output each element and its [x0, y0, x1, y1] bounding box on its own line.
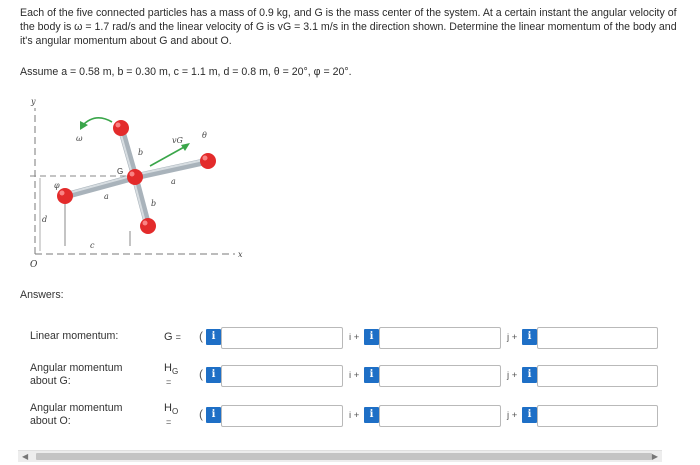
vg-arrow — [150, 146, 186, 166]
info-icon[interactable]: i — [364, 329, 379, 345]
z-component-input[interactable] — [537, 405, 658, 427]
label-a1: a — [104, 192, 109, 201]
label-a2: a — [171, 177, 176, 186]
label-phi: φ — [54, 181, 60, 190]
label-b2: b — [151, 199, 157, 208]
i-suffix: i + — [349, 370, 360, 381]
scroll-thumb[interactable] — [36, 453, 652, 460]
symbol: $H_O$ — [164, 402, 179, 417]
scroll-left-icon[interactable]: ◀ — [22, 452, 29, 461]
mechanism-figure — [0, 86, 300, 276]
label-d: d — [42, 215, 48, 224]
info-icon[interactable]: i — [522, 367, 537, 383]
i-suffix: i + — [349, 332, 360, 343]
answer-row-angular-o — [0, 402, 700, 442]
info-icon[interactable]: i — [206, 329, 221, 345]
x-component-input[interactable] — [221, 365, 343, 387]
answer-row-linear — [0, 324, 700, 364]
problem-statement: Each of the five connected particles has a mass of 0.9 kg, and G is the mass center of the system. At a certain instant the angular velocity of the body is ω = 1.7 rad/s and the linear velocity of G is vG = 3.1 m/s in the direction shown. Determine the linear momentum of the body and it's angular momentum about G and about O. — [20, 7, 677, 48]
scroll-right-icon[interactable]: ▶ — [651, 452, 658, 461]
info-icon[interactable]: i — [206, 367, 221, 383]
particle-left — [57, 188, 73, 204]
x-component-input[interactable] — [221, 327, 343, 349]
info-icon[interactable]: i — [364, 407, 379, 423]
answers-label: Answers: — [20, 289, 64, 301]
i-suffix: i + — [349, 410, 360, 421]
x-component-input[interactable] — [221, 405, 343, 427]
row-label: Linear momentum: — [30, 330, 119, 342]
row-label: Angular momentum about O: — [30, 402, 123, 427]
label-g: G — [117, 167, 124, 176]
open-paren: ( — [199, 367, 203, 381]
label-origin: O — [30, 260, 38, 270]
particle-top — [113, 120, 129, 136]
particle-right — [200, 153, 216, 169]
j-suffix: j + — [507, 332, 518, 343]
assumptions: Assume a = 0.58 m, b = 0.30 m, c = 1.1 m, d = 0.8 m, θ = 20°, φ = 20°. — [20, 66, 352, 78]
info-icon[interactable]: i — [206, 407, 221, 423]
label-b1: b — [138, 148, 144, 157]
j-suffix: j + — [507, 370, 518, 381]
particle-center — [127, 169, 143, 185]
info-icon[interactable]: i — [364, 367, 379, 383]
label-vg: vG — [172, 136, 183, 145]
info-icon[interactable]: i — [522, 407, 537, 423]
open-paren: ( — [199, 329, 203, 343]
label-theta: θ — [202, 131, 207, 140]
label-c: c — [90, 241, 95, 250]
symbol: $H_G$ — [164, 362, 179, 377]
answer-row-angular-g — [0, 362, 700, 402]
j-suffix: j + — [507, 410, 518, 421]
label-y: y — [31, 97, 36, 106]
symbol: G = — [164, 331, 181, 343]
row-label: Angular momentum about G: — [30, 362, 123, 387]
z-component-input[interactable] — [537, 327, 658, 349]
equals-sign: = — [166, 377, 172, 387]
label-omega: ω — [76, 134, 83, 143]
y-component-input[interactable] — [379, 405, 501, 427]
label-x: x — [238, 250, 243, 259]
horizontal-scrollbar[interactable] — [18, 450, 662, 462]
z-component-input[interactable] — [537, 365, 658, 387]
open-paren: ( — [199, 407, 203, 421]
y-component-input[interactable] — [379, 327, 501, 349]
particle-bottom — [140, 218, 156, 234]
equals-sign: = — [166, 417, 172, 427]
info-icon[interactable]: i — [522, 329, 537, 345]
y-component-input[interactable] — [379, 365, 501, 387]
